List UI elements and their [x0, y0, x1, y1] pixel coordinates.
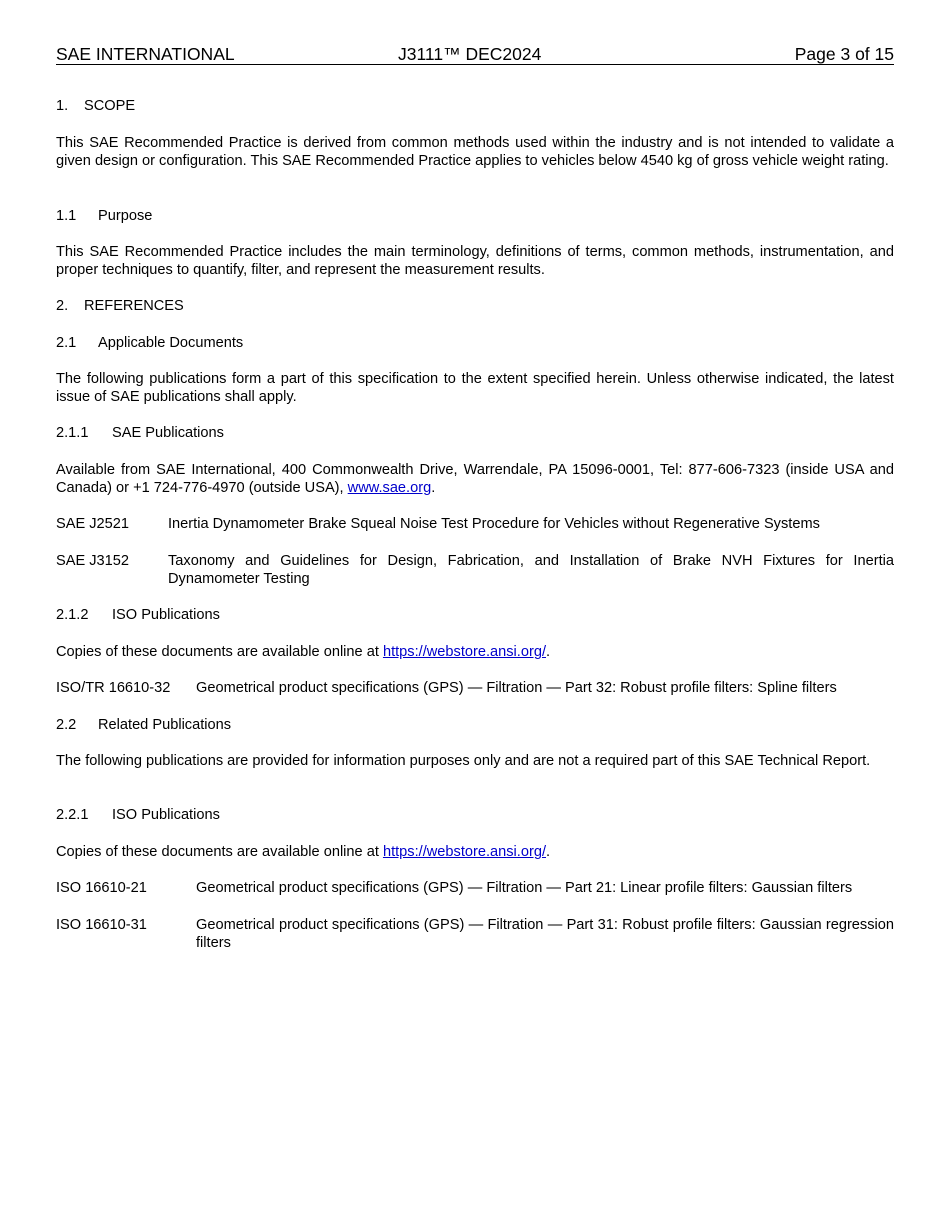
header-page-number: Page 3 of 15	[794, 44, 894, 64]
section-heading-applicable-documents: 2.1 Applicable Documents	[56, 335, 244, 351]
reference-id: ISO 16610-31	[56, 917, 147, 933]
header-doc-id: J3111™ DEC2024	[398, 44, 542, 64]
scope-paragraph: This SAE Recommended Practice is derived from common methods used within the industry and is not intended to validate a given design or configuration. This SAE Recommended Practice applies to vehicles below 4540 kg of gross vehicle weight rating.	[56, 135, 894, 169]
reference-id: SAE J3152	[56, 553, 130, 569]
sae-website-link[interactable]: www.sae.org	[347, 480, 432, 496]
reference-title: Taxonomy and Guidelines for Design, Fabrication, and Installation of Brake NVH Fixtures for Inertia Dynamometer Testing	[168, 553, 894, 587]
section-heading-purpose: 1.1 Purpose	[56, 208, 153, 224]
section-heading-scope: 1. SCOPE	[56, 98, 136, 114]
section-heading-related-iso-publications: 2.2.1 ISO Publications	[56, 807, 220, 823]
page-header	[56, 44, 894, 65]
ansi-webstore-link[interactable]: https://webstore.ansi.org/	[382, 644, 546, 660]
header-org: SAE INTERNATIONAL	[56, 44, 235, 64]
reference-title: Geometrical product specifications (GPS) — Filtration — Part 21: Linear profile filters: Gaussian filters	[196, 880, 853, 896]
reference-title: Inertia Dynamometer Brake Squeal Noise Test Procedure for Vehicles without Regenerative Systems	[168, 516, 820, 532]
purpose-paragraph: This SAE Recommended Practice includes the main terminology, definitions of terms, common methods, instrumentation, and proper techniques to quantify, filter, and represent the measurement results.	[56, 244, 894, 278]
reference-id: SAE J2521	[56, 516, 130, 532]
related-iso-availability-paragraph: Copies of these documents are available online at https://webstore.ansi.org/.	[56, 844, 551, 860]
reference-title: Geometrical product specifications (GPS) — Filtration — Part 32: Robust profile filters: Spline filters	[196, 680, 837, 696]
section-heading-references: 2. REFERENCES	[56, 298, 184, 314]
applicable-documents-paragraph: The following publications form a part of this specification to the extent specified herein. Unless otherwise indicated, the latest issue of SAE publications shall apply.	[56, 371, 894, 405]
section-heading-iso-publications: 2.1.2 ISO Publications	[56, 607, 220, 623]
reference-id: ISO/TR 16610-32	[56, 680, 171, 696]
section-heading-sae-publications: 2.1.1 SAE Publications	[56, 425, 224, 441]
section-heading-related-publications: 2.2 Related Publications	[56, 717, 232, 733]
related-publications-paragraph: The following publications are provided for information purposes only and are not a required part of this SAE Technical Report.	[56, 753, 871, 769]
iso-availability-paragraph: Copies of these documents are available online at https://webstore.ansi.org/.	[56, 644, 551, 660]
sae-publications-paragraph: Available from SAE International, 400 Commonwealth Drive, Warrendale, PA 15096-0001, Tel: 877-606-7323 (inside USA and Canada) or +1 724-776-4970 (outside USA), www.sae.org.	[56, 462, 894, 496]
reference-title: Geometrical product specifications (GPS) — Filtration — Part 31: Robust profile filters: Gaussian regression filters	[196, 917, 894, 951]
reference-id: ISO 16610-21	[56, 880, 147, 896]
ansi-webstore-link[interactable]: https://webstore.ansi.org/	[382, 844, 546, 860]
